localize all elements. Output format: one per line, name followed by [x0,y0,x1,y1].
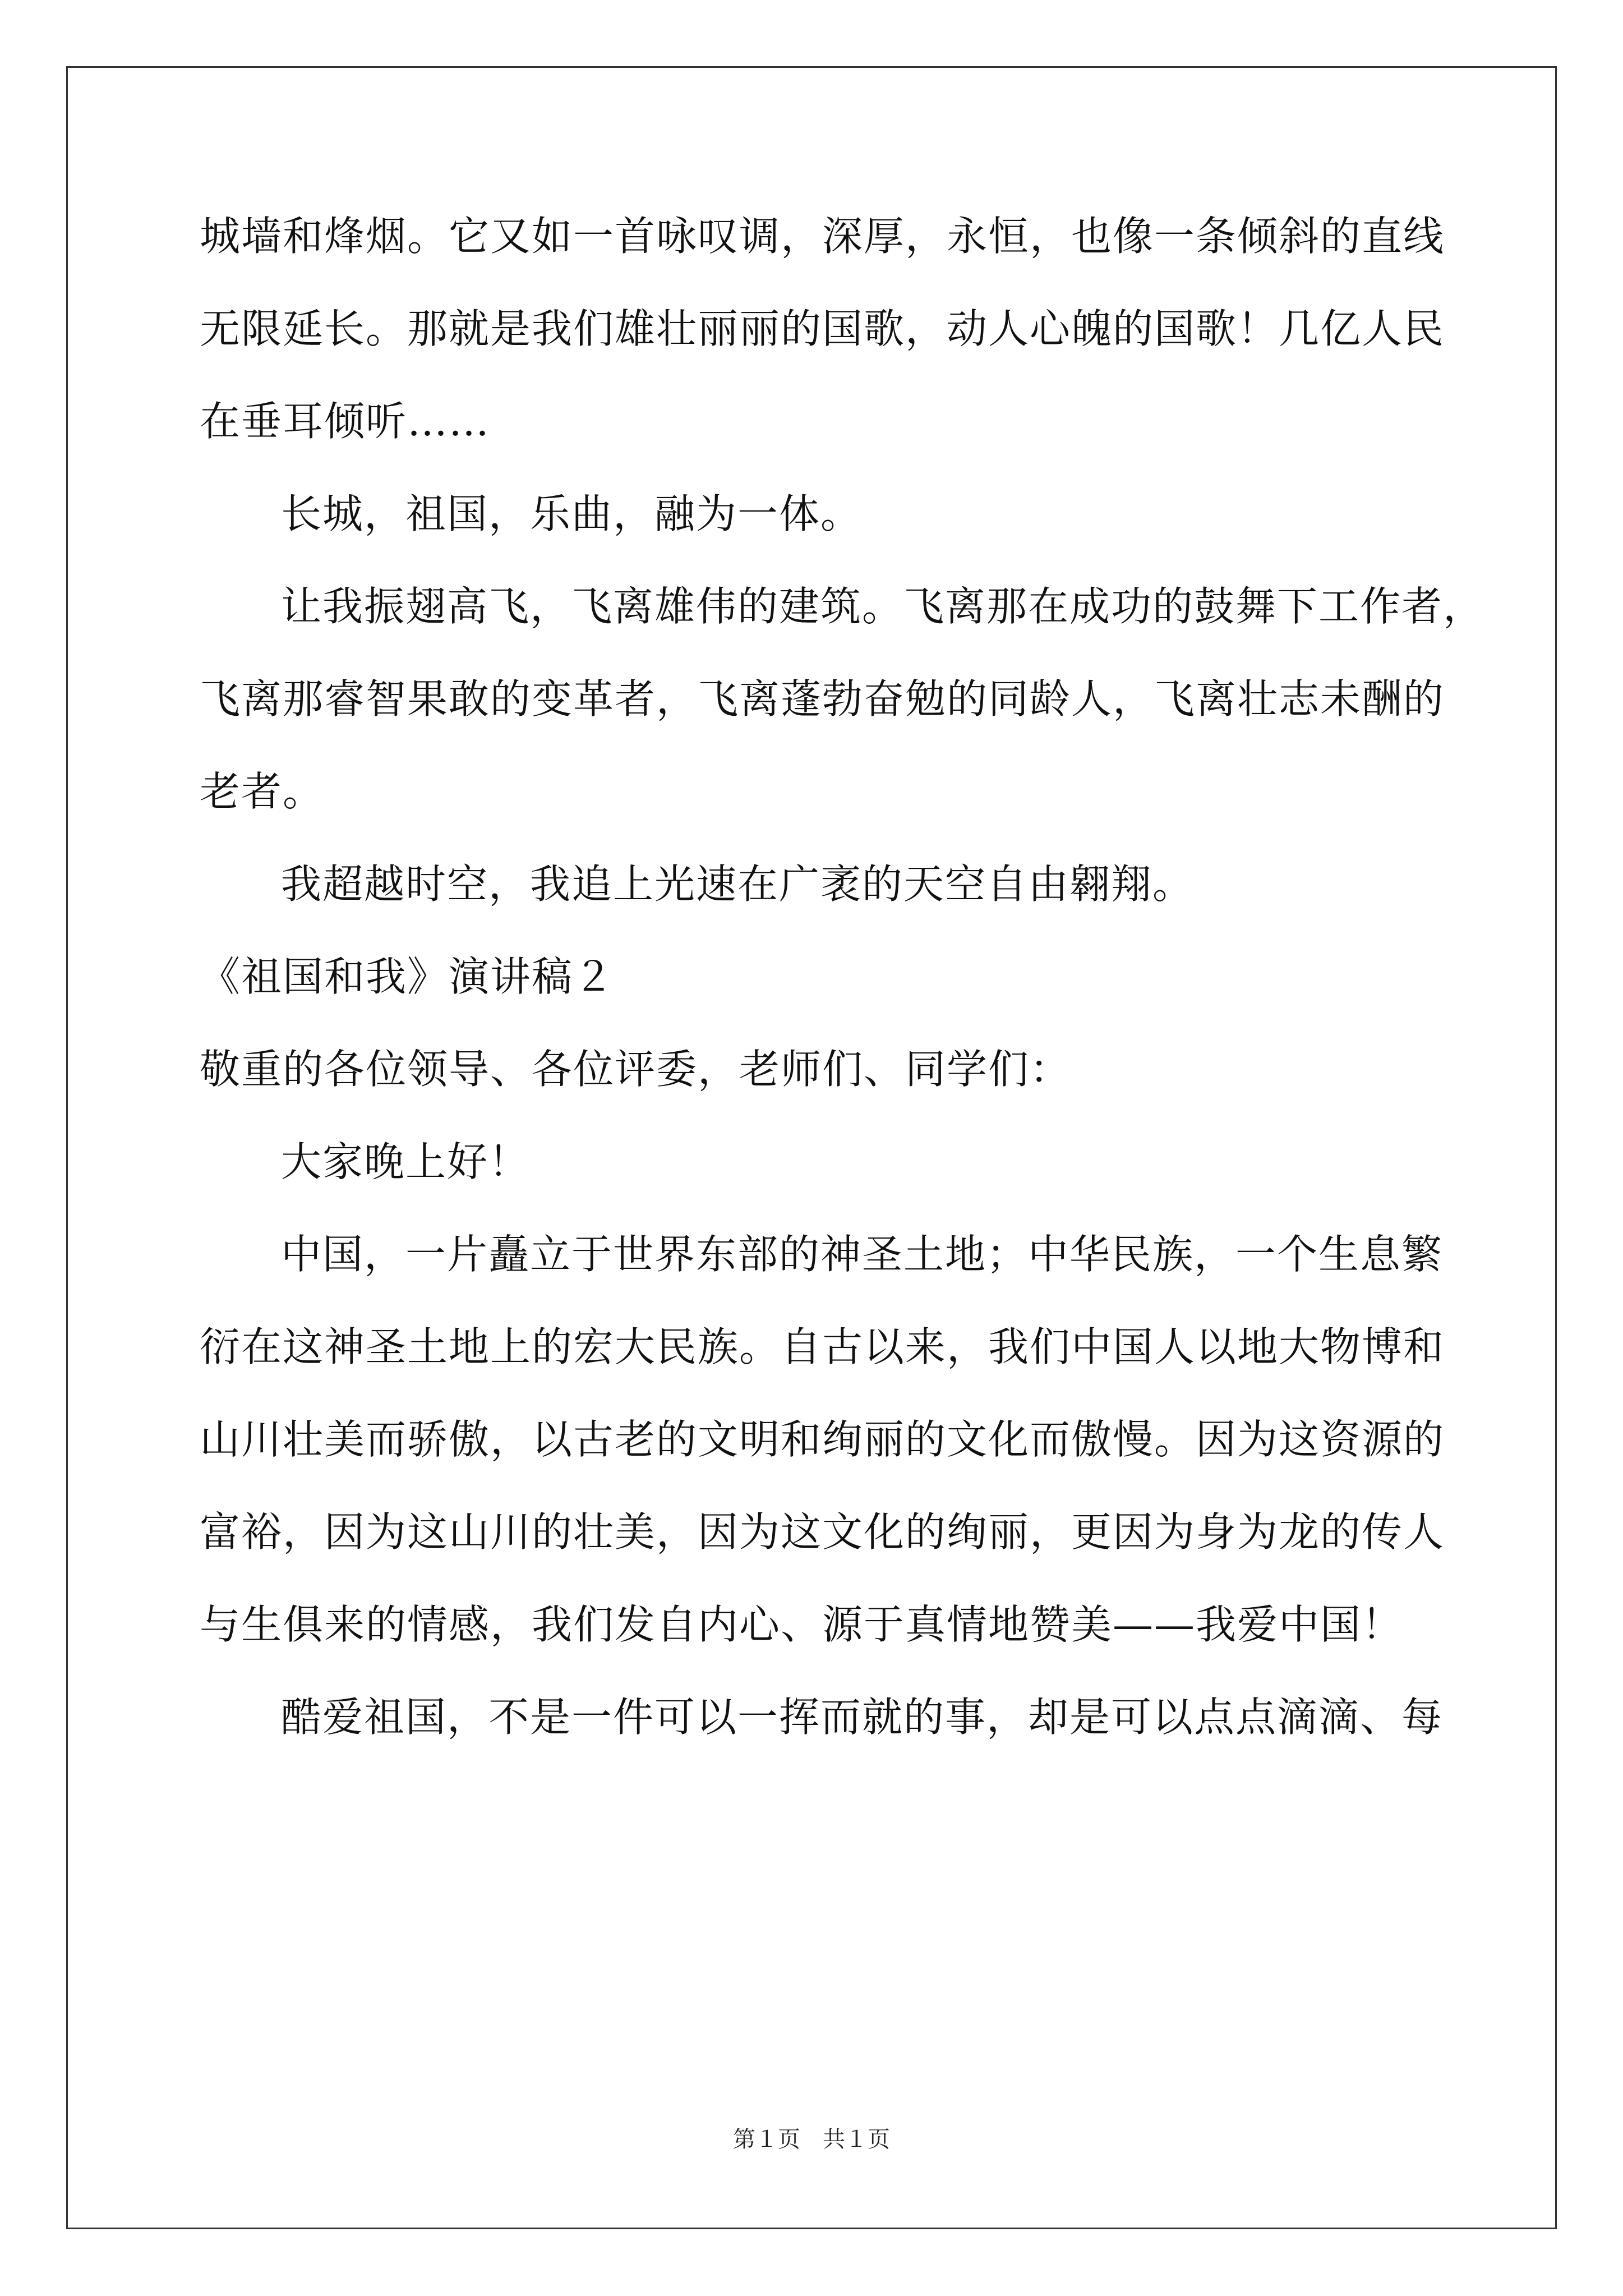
text-line: 与生俱来的情感，我们发自内心、源于真情地赞美——我爱中国！ [200,1601,1404,1648]
text-line: 城墙和烽烟。它又如一首咏叹调，深厚，永恒，也像一条倾斜的直线 [200,213,1445,260]
text-line: 《祖国和我》演讲稿２ [200,953,615,1000]
page-footer: 第１页 共１页 [733,2127,890,2152]
text-line: 长城，祖国，乐曲，融为一体。 [281,490,863,537]
text-line: 老者。 [200,768,325,815]
text-line: 富裕，因为这山川的壮美，因为这文化的绚丽，更因为身为龙的传人 [200,1508,1445,1556]
text-line: 无限延长。那就是我们雄壮丽丽的国歌，动人心魄的国歌！几亿人民 [200,305,1445,352]
text-line: 让我振翅高飞，飞离雄伟的建筑。飞离那在成功的鼓舞下工作者， [281,583,1485,630]
text-line: 我超越时空，我追上光速在广袤的天空自由翱翔。 [281,861,1195,908]
text-line: 酷爱祖国，不是一件可以一挥而就的事，却是可以点点滴滴、每 [281,1694,1444,1741]
text-line: 敬重的各位领导、各位评委，老师们、同学们： [200,1046,1072,1093]
text-line: 山川壮美而骄傲，以古老的文明和绚丽的文化而傲慢。因为这资源的 [200,1416,1445,1463]
text-line: 大家晚上好！ [281,1138,531,1185]
text-line: 在垂耳倾听…… [200,398,491,445]
text-line: 中国，一片矗立于世界东部的神圣土地；中华民族，一个生息繁 [281,1231,1444,1278]
text-line: 衍在这神圣土地上的宏大民族。自古以来，我们中国人以地大物博和 [200,1323,1445,1370]
document-body [200,213,1485,1789]
text-line: 飞离那睿智果敢的变革者，飞离蓬勃奋勉的同龄人，飞离壮志未酬的 [200,675,1445,723]
